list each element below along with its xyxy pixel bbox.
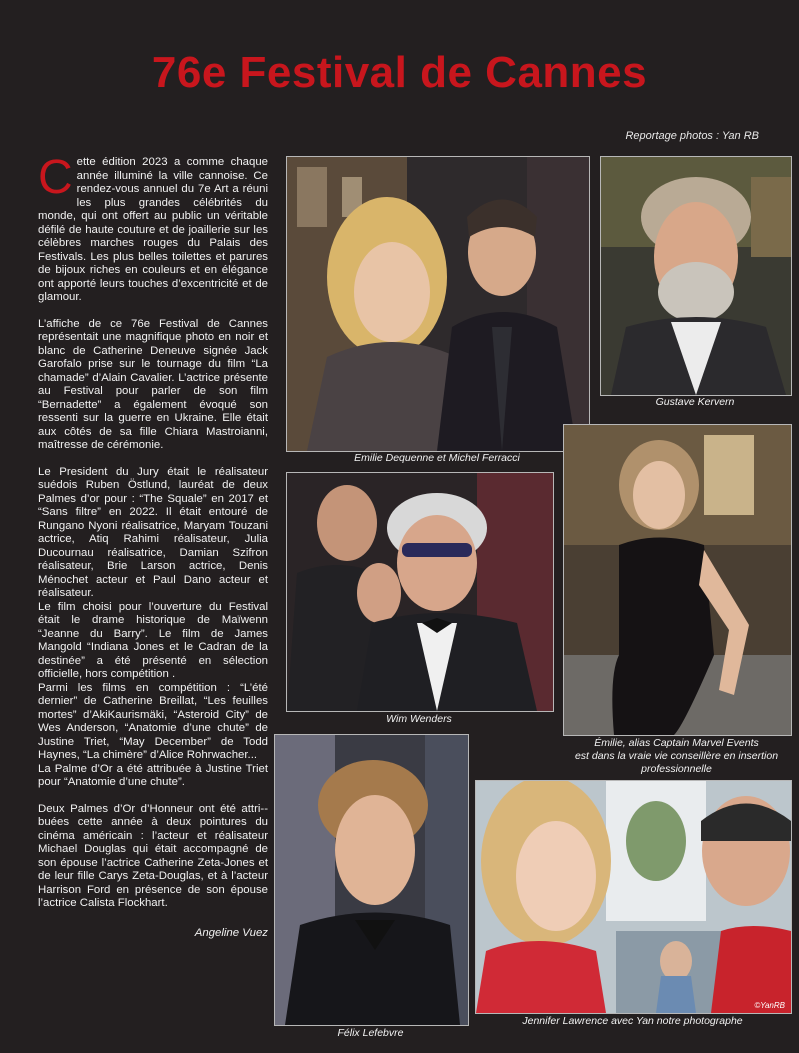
caption-emilie-line-2: est dans la vraie vie conseillère en insertion [574, 750, 779, 762]
caption-lefebvre: Félix Lefebvre [337, 1027, 404, 1039]
article-paragraph-2: L’affiche de ce 76e Festival de Cannes représentait une magnifique photo en noir et blanc de Catherine Deneuve signée Jack Garofalo prise sur le tournage du film “La chamade” d’Alain Cavalier. L’actrice présente au Festival pour parler de son film “Bernadette” a également évoqué son ressenti sur la guerre en Ukraine. Elle était aux côtés de sa fille Chiara Mastroianni, maîtresse de cérémonie. [38, 317, 268, 451]
article-body [38, 151, 268, 953]
article-paragraph-3: Le President du Jury était le réalisateur suédois Ruben Östlund, lauréat de deux Palmes d’or pour : “The Squale” en 2017 et “Sans filtre” en 2022. Il était entouré de Rungano Nyoni réalisatrice, Maryam Touzani actrice, Atiq Rahimi réalisateur, Julia Ducournau réalisatrice, Damian Szifron réalisateur, Brie Larson actrice, Denis Ménochet acteur et Paul Dano acteur et réalisateur. [38, 465, 268, 599]
photo-credit: Reportage photos : Yan RB [625, 130, 759, 142]
caption-kervern: Gustave Kervern [655, 396, 735, 408]
page-title: 76e Festival de Cannes [151, 48, 648, 97]
photo-lawrence-yan [475, 780, 792, 1014]
article-author: Angeline Vuez [194, 926, 268, 939]
article-paragraph-1: Cette édition 2023 a comme chaque année illuminé la ville cannoise. Ce rendez-vous annuel du 7e Art a réuni les plus grandes célébrités du monde, qui ont offert au public un véritable défilé de haute couture et de joaillerie sur les célèbres marches rouges du Palais des Festivals. Les plus belles toilettes et parures de bijoux riches en couleurs et en élégance ont apporté leurs touches d’excentricité et de glamour. [38, 151, 268, 303]
caption-dequenne: Emilie Dequenne et Michel Ferracci [354, 452, 520, 464]
drop-cap: C [38, 151, 73, 204]
article-paragraph-5: Parmi les films en compétition : “L’été dernier” de Catherine Breillat, “Les feuilles mortes” d’AkiKaurismäki, “Asteroid City” de Wes Anderson, “Anatomie d’une chute” de Justine Triet, “May December” de Todd Haynes, “La chimère” d’Alice Rohrwacher... [38, 681, 268, 761]
photo-emilie [563, 424, 792, 736]
photo-dequenne-ferracci [286, 156, 590, 452]
caption-lawrence: Jennifer Lawrence avec Yan notre photographe [522, 1015, 743, 1027]
caption-emilie-line-3: professionnelle [641, 763, 712, 775]
photo-wenders [286, 472, 554, 712]
photo-lefebvre [274, 734, 469, 1026]
caption-emilie-line-1: Émilie, alias Captain Marvel Events [594, 737, 759, 749]
photo-watermark: ©YanRB [754, 1001, 785, 1010]
article-paragraph-4: Le film choisi pour l’ouverture du Festival était le drame historique de Maïwenn “Jeanne du Barry”. Le film de James Mangold “Indiana Jones et le Cadran de la destinée” a été présenté en sélection officielle, hors compétition . [38, 600, 268, 680]
article-paragraph-6: La Palme d’Or a été attribuée à Justine Triet pour “Anatomie d’une chute”. [38, 762, 268, 788]
caption-emilie [563, 737, 790, 776]
caption-wenders: Wim Wenders [386, 713, 452, 725]
article-paragraph-7: Deux Palmes d’Or d’Honneur ont été attri--buées cette année à deux pointures du cinéma américain : l’acteur et réalisateur Michael Douglas qui était accompagné de son épouse l’actrice Catherine Zeta-Jones et de leur fille Carys Zeta-Douglas, et à l’acteur Harrison Ford en présence de son épouse l’actrice Calista Flockhart. [38, 802, 268, 909]
photo-kervern [600, 156, 792, 396]
